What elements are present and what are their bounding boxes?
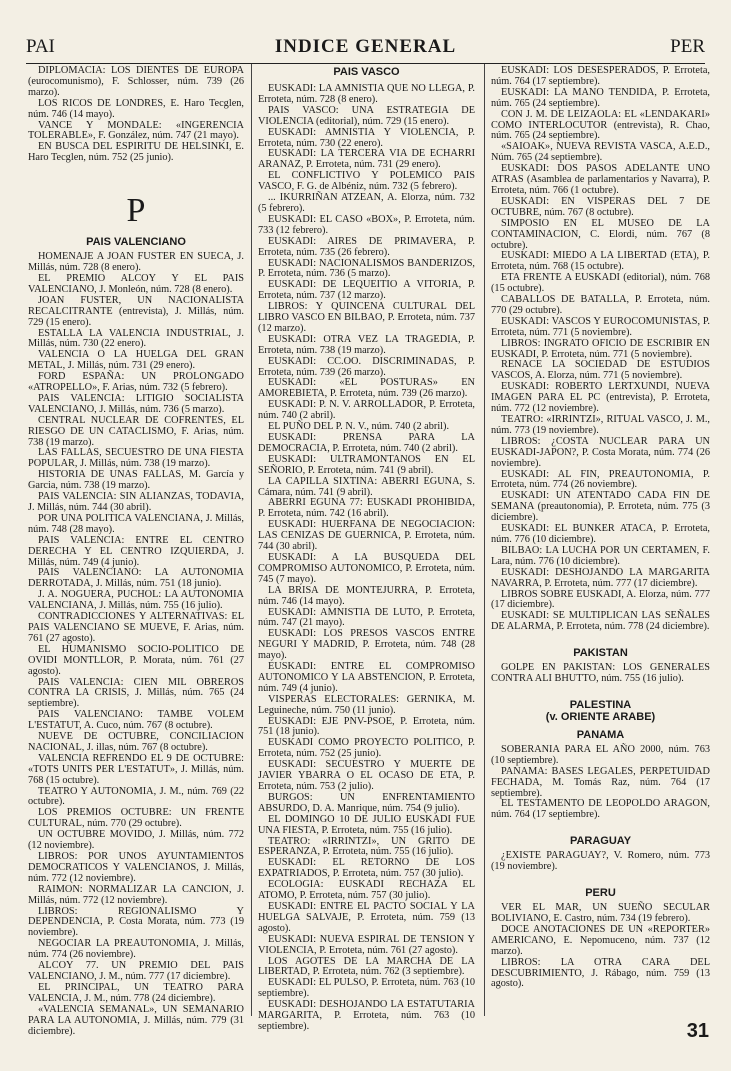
index-entry: BURGOS: UN ENFRENTAMIENTO ABSURDO, D. A. Manrique, núm. 754 (9 julio).: [258, 791, 475, 814]
index-entry: PAIS VALENCIA: ENTRE EL CENTRO DERECHA Y EL CENTRO IZQUIERDA, J. Millás, núm. 749 (4 junio).: [28, 534, 244, 568]
section-subheading: (v. ORIENTE ARABE): [545, 710, 656, 723]
index-entry: NEGOCIAR LA PREAUTONOMIA, J. Millás, núm. 774 (26 noviembre).: [28, 938, 244, 961]
index-entry: POR UNA POLITICA VALENCIANA, J. Millás, núm. 748 (28 mayo).: [28, 512, 244, 535]
index-entry: EUSKADI: LA TERCERA VIA DE ECHARRI ARANAZ, P. Erroteta, núm. 731 (29 enero).: [258, 148, 475, 171]
section-heading: PARAGUAY: [569, 835, 632, 848]
index-entry: ABERRI EGUNA 77: EUSKADI PROHIBIDA, P. Erroteta, núm. 742 (16 abril).: [258, 497, 475, 520]
index-entry: LOS PREMIOS OCTUBRE: UN FRENTE CULTURAL, núm. 770 (29 octubre).: [28, 807, 244, 830]
index-entry: JOAN FUSTER, UN NACIONALISTA RECALCITRANTE (entrevista), J. Millás, núm. 729 (15 enero).: [28, 294, 244, 328]
index-entry: PAIS VALENCIANO: TAMBE VOLEM L'ESTATUT, A. Cuco, núm. 767 (8 octubre).: [28, 709, 244, 732]
entry-list: [491, 66, 710, 633]
index-entry: RENACE LA SOCIEDAD DE ESTUDIOS VASCOS, A. Elorza, núm. 771 (5 noviembre).: [491, 359, 710, 382]
index-entry: EUSKADI: OTRA VEZ LA TRAGEDIA, P. Erroteta, núm. 738 (19 marzo).: [258, 333, 475, 356]
index-entry: LA CAPILLA SIXTINA: ABERRI EGUNA, S. Cámara, núm. 741 (9 abril).: [258, 475, 475, 498]
index-entry: «VALENCIA SEMANAL», UN SEMANARIO PARA LA AUTONOMIA, J. Millás, núm. 779 (31 diciembre).: [28, 1003, 244, 1037]
index-entry: GOLPE EN PAKISTAN: LOS GENERALES CONTRA ALI BHUTTO, núm. 755 (16 julio).: [491, 662, 710, 685]
index-entry: LOS RICOS DE LONDRES, E. Haro Tecglen, núm. 746 (14 mayo).: [28, 97, 244, 120]
index-entry: EUSKADI: CC.OO. DISCRIMINADAS, P. Erroteta, núm. 739 (26 marzo).: [258, 355, 475, 378]
index-entry: EL PUÑO DEL P. N. V., núm. 740 (2 abril).: [268, 421, 450, 433]
index-entry: ALCOY 77. UN PREMIO DEL PAIS VALENCIANO, J. M., núm. 777 (17 diciembre).: [28, 960, 244, 982]
index-entry: EUSKADI: DE LEQUEITIO A VITORIA, P. Erroteta, núm. 737 (12 marzo).: [258, 279, 475, 302]
index-entry: ... IKURRIÑAN ATZEAN, A. Elorza, núm. 732 (5 febrero).: [258, 192, 475, 214]
index-entry: EUSKADI: NUEVA ESPIRAL DE TENSION Y VIOLENCIA, P. Erroteta, núm. 761 (27 agosto).: [258, 933, 475, 956]
index-entry: EL PRINCIPAL, UN TEATRO PARA VALENCIA, J. M., núm. 778 (24 diciembre).: [28, 981, 244, 1004]
index-entry: ECOLOGIA: EUSKADI RECHAZA EL ATOMO, P. Erroteta, núm. 757 (30 julio).: [258, 879, 475, 902]
index-entry: EUSKADI: ULTRAMONTANOS EN EL SEÑORIO, P. Erroteta, núm. 741 (9 abril).: [258, 453, 475, 476]
header-title: INDICE GENERAL: [274, 36, 457, 57]
column-2: [258, 66, 475, 1033]
index-entry: EUSKADI: AMNISTIA Y VIOLENCIA, P. Erroteta, núm. 730 (22 enero).: [258, 126, 475, 149]
entry-list: [28, 66, 244, 164]
index-entry: EUSKADI: EL CASO «BOX», P. Erroteta, núm. 733 (12 febrero).: [258, 213, 475, 236]
index-entry: EUSKADI: EL PULSO, P. Erroteta, núm. 763 (10 septiembre).: [258, 977, 475, 1000]
index-entry: HOMENAJE A JOAN FUSTER EN SUECA, J. Millás, núm. 728 (8 enero).: [28, 251, 244, 274]
column-divider: [251, 64, 252, 1016]
index-entry: CON J. M. DE LEIZAOLA: EL «LENDAKARI» COMO INTERLOCUTOR (entrevista), R. Chao, núm. 765 (24 septiembre).: [491, 108, 710, 142]
index-entry: EUSKADI: SECUESTRO Y MUERTE DE JAVIER YBARRA O EL OCASO DE ETA, P. Erroteta, núm. 753 (2 julio).: [258, 759, 475, 792]
index-entry: EL DOMINGO 10 DE JULIO EUSKADI FUE UNA FIESTA, P. Erroteta, núm. 755 (16 julio).: [258, 813, 475, 836]
index-entry: EUSKADI: MIEDO A LA LIBERTAD (ETA), P. Erroteta, núm. 768 (15 octubre).: [491, 250, 710, 273]
page-header: [26, 36, 705, 62]
index-entry: EUSKADI: DESHOJANDO LA MARGARITA NAVARRA, P. Erroteta, núm. 777 (17 diciembre).: [491, 566, 710, 589]
index-entry: PAIS VASCO: UNA ESTRATEGIA DE VIOLENCIA (editorial), núm. 729 (15 enero).: [258, 104, 475, 127]
index-entry: LIBROS: Y QUINCENA CULTURAL DEL LIBRO VASCO EN BILBAO, P. Erroteta, núm. 737 (12 marzo).: [258, 301, 475, 334]
column-divider: [484, 64, 485, 1016]
section-heading: PERU: [585, 887, 616, 900]
index-entry: EUSKADI: P. N. V. ARROLLADOR, P. Erroteta, núm. 740 (2 abril).: [258, 399, 475, 422]
index-entry: «SAIOAK», NUEVA REVISTA VASCA, A.E.D., Núm. 765 (24 septiembre).: [491, 141, 710, 164]
index-entry: J. A. NOGUERA, PUCHOL: LA AUTONOMIA VALENCIANA, J. Millás, núm. 755 (16 julio).: [28, 589, 244, 612]
index-entry: VER EL MAR, UN SUEÑO SECULAR BOLIVIANO, E. Castro, núm. 734 (19 febrero).: [491, 902, 710, 924]
index-entry: EUSKADI: LOS DESESPERADOS, P. Erroteta, núm. 764 (17 septiembre).: [491, 65, 710, 87]
index-entry: ETA FRENTE A EUSKADI (editorial), núm. 768 (15 octubre).: [491, 272, 710, 295]
index-entry: LIBROS: REGIONALISMO Y DEPENDENCIA, P. Costa Morata, núm. 773 (19 noviembre).: [28, 905, 244, 939]
index-entry: UN OCTUBRE MOVIDO, J. Millás, núm. 772 (12 noviembre).: [28, 829, 244, 852]
index-entry: LIBROS: LA OTRA CARA DEL DESCUBRIMIENTO, J. Rábago, núm. 759 (13 agosto).: [491, 956, 710, 990]
index-entry: LIBROS SOBRE EUSKADI, A. Elorza, núm. 777 (17 diciembre).: [491, 588, 710, 611]
index-entry: EUSKADI: DESHOJANDO LA ESTATUTARIA MARGARITA, P. Erroteta, núm. 763 (10 septiembre).: [258, 999, 475, 1032]
index-entry: PAIS VALENCIANO: LA AUTONOMIA DERROTADA, J. Millás, núm. 751 (18 junio).: [28, 567, 244, 590]
index-entry: EUSKADI: «EL POSTURAS» EN AMOREBIETA, P. Erroteta, núm. 739 (26 marzo).: [258, 377, 475, 400]
section-heading: PAIS VALENCIANO: [86, 236, 186, 249]
index-entry: DOCE ANOTACIONES DE UN «REPORTER» AMERICANO, E. Nepomuceno, núm. 737 (12 marzo).: [491, 923, 710, 957]
index-entry: VISPERAS ELECTORALES: GERNIKA, M. Leguineche, núm. 750 (11 junio).: [258, 693, 475, 716]
entry-list: [491, 745, 710, 821]
index-entry: VALENCIA REFRENDO EL 9 DE OCTUBRE: «TOTS UNITS PER L'ESTATUT», J. Millás, núm. 768 (15 octubre).: [28, 752, 244, 786]
index-entry: PAIS VALENCIA: SIN ALIANZAS, TODAVIA, J. Millás, núm. 744 (30 abril).: [28, 491, 244, 513]
section-letter: P: [126, 192, 146, 230]
index-entry: VANCE Y MONDALE: «INGERENCIA TOLERABLE», F. González, núm. 747 (21 mayo).: [28, 119, 244, 142]
header-rule: [26, 63, 705, 64]
index-entry: EL TESTAMENTO DE LEOPOLDO ARAGON, núm. 764 (17 septiembre).: [491, 798, 710, 821]
index-entry: FORD ESPAÑA: UN PROLONGADO «ATROPELLO», F. Arias, núm. 732 (5 febrero).: [28, 371, 244, 394]
index-entry: EUSKADI: EJE PNV-PSOE, P. Erroteta, núm. 751 (18 junio).: [258, 715, 475, 738]
index-entry: VALENCIA O LA HUELGA DEL GRAN METAL, J. Millás, núm. 731 (29 enero).: [28, 349, 244, 372]
index-entry: CABALLOS DE BATALLA, P. Erroteta, núm. 770 (29 octubre).: [491, 294, 710, 316]
index-entry: EUSKADI: A LA BUSQUEDA DEL COMPROMISO AUTONOMICO, P. Erroteta, núm. 745 (7 mayo).: [258, 551, 475, 585]
index-entry: RAIMON: NORMALIZAR LA CANCION, J. Millás, núm. 772 (12 noviembre).: [28, 883, 244, 906]
index-entry: EUSKADI: ENTRE EL COMPROMISO AUTONOMICO Y LA ABSTENCION, P. Erroteta, núm. 749 (4 junio).: [258, 661, 475, 694]
index-entry: EUSKADI: EN VISPERAS DEL 7 DE OCTUBRE, núm. 767 (8 octubre).: [491, 195, 710, 218]
section-heading: PAIS VASCO: [333, 66, 400, 78]
index-entry: EUSKADI: AL FIN, PREAUTONOMIA, P. Erroteta, núm. 774 (26 noviembre).: [491, 468, 710, 491]
index-entry: LIBROS: ¿COSTA NUCLEAR PARA UN EUSKADI-JAPON?, P. Costa Morata, núm. 774 (26 noviembre).: [491, 435, 710, 469]
index-entry: NUEVE DE OCTUBRE, CONCILIACION NACIONAL, J. illas, núm. 767 (8 octubre).: [28, 731, 244, 753]
entry-list: [258, 84, 475, 1033]
entry-list: [491, 903, 710, 990]
index-entry: TEATRO Y AUTONOMIA, J. M., núm. 769 (22 octubre).: [28, 785, 244, 808]
index-entry: PAIS VALENCIA: LITIGIO SOCIALISTA VALENCIANO, J. Millás, núm. 736 (5 marzo).: [28, 392, 244, 415]
index-entry: ESTALLA LA VALENCIA INDUSTRIAL, J. Millás, núm. 730 (22 enero).: [28, 327, 244, 350]
section-heading: PANAMA: [576, 728, 625, 741]
index-entry: LOS AGOTES DE LA MARCHA DE LA LIBERTAD, P. Erroteta, núm. 762 (3 septiembre).: [258, 955, 475, 978]
index-entry: PAIS VALENCIA: CIEN MIL OBREROS CONTRA LA CRISIS, J. Millás, núm. 765 (24 septiembre).: [28, 676, 244, 710]
index-entry: EUSKADI: LOS PRESOS VASCOS ENTRE NEGURI Y MADRID, P. Erroteta, núm. 748 (28 mayo).: [258, 628, 475, 662]
index-entry: HISTORIA DE UNAS FALLAS, M. García y Garcia, núm. 738 (19 marzo).: [28, 469, 244, 492]
index-entry: LAS FALLAS, SECUESTRO DE UNA FIESTA POPULAR, J. Millás, núm. 738 (19 marzo).: [28, 447, 244, 470]
index-entry: ¿EXISTE PARAGUAY?, V. Romero, núm. 773 (19 noviembre).: [491, 850, 710, 873]
index-entry: EUSKADI: LA AMNISTIA QUE NO LLEGA, P. Erroteta, núm. 728 (8 enero).: [258, 83, 475, 105]
index-entry: LIBROS: POR UNOS AYUNTAMIENTOS DEMOCRATICOS Y VALENCIANOS, J. Millás, núm. 772 (12 noviembre).: [28, 851, 244, 884]
index-entry: EUSKADI: DOS PASOS ADELANTE UNO ATRAS (Asamblea de parlamentarios y Navarra), P. Erroteta, núm. 766 (1 octubre).: [491, 163, 710, 196]
index-entry: LA BRISA DE MONTEJURRA, P. Erroteta, núm. 746 (14 mayo).: [258, 584, 475, 607]
page-number: 31: [686, 1020, 709, 1042]
index-entry: EUSKADI: ROBERTO LERTXUNDI, NUEVA IMAGEN PARA EL PC (entrevista), P. Erroteta, núm. 772 (12 noviembre).: [491, 381, 710, 415]
index-entry: EUSKADI: EL RETORNO DE LOS EXPATRIADOS, P. Erroteta, núm. 757 (30 julio).: [258, 857, 475, 880]
index-entry: CONTRADICCIONES Y ALTERNATIVAS: EL PAIS VALENCIANO SE MUEVE, F. Arias, núm. 761 (27 agosto).: [28, 611, 244, 644]
index-entry: SOBERANIA PARA EL AÑO 2000, núm. 763 (10 septiembre).: [491, 743, 710, 766]
index-entry: EUSKADI: LA MANO TENDIDA, P. Erroteta, núm. 765 (24 septiembre).: [491, 86, 710, 109]
index-entry: EUSKADI: PRENSA PARA LA DEMOCRACIA, P. Erroteta, núm. 740 (2 abril).: [258, 432, 475, 454]
index-entry: EUSKADI: UN ATENTADO CADA FIN DE SEMANA (preautonomia), P. Erroteta, núm. 775 (3 diciembre).: [491, 490, 710, 524]
header-left: PAI: [26, 36, 55, 57]
index-entry: EUSKADI: HUERFANA DE NEGOCIACION: LAS CENIZAS DE GUERNICA, P. Erroteta, núm. 744 (30 abril).: [258, 519, 475, 553]
index-entry: SIMPOSIO EN EL MUSEO DE LA CONTAMINACION, C. Elordi, núm. 767 (8 octubre).: [491, 217, 710, 251]
entry-list: [491, 663, 710, 685]
index-entry: TEATRO: «IRRINTZI», RITUAL VASCO, J. M., núm. 773 (19 noviembre).: [491, 414, 710, 436]
index-entry: BILBAO: LA LUCHA POR UN CERTAMEN, F. Lara, núm. 776 (10 diciembre).: [491, 544, 710, 567]
index-entry: PANAMA: BASES LEGALES, PERPETUIDAD FECHADA, M. Tomás Raz, núm. 764 (17 septiembre).: [491, 765, 710, 799]
index-entry: EN BUSCA DEL ESPIRITU DE HELSINKI, E. Haro Tecglen, núm. 752 (25 junio).: [28, 141, 244, 164]
index-entry: LIBROS: INGRATO OFICIO DE ESCRIBIR EN EUSKADI, P. Erroteta, núm. 771 (5 noviembre).: [491, 337, 710, 360]
column-3: [491, 66, 710, 990]
index-entry: EUSKADI: ENTRE EL PACTO SOCIAL Y LA HUELGA SALVAJE, P. Erroteta, núm. 759 (13 agosto).: [258, 900, 475, 934]
index-entry: EUSKADI: SE MULTIPLICAN LAS SEÑALES DE ALARMA, P. Erroteta, núm. 778 (24 diciembre).: [491, 610, 710, 633]
header-right: PER: [670, 36, 705, 57]
index-entry: EL PREMIO ALCOY Y EL PAIS VALENCIANO, J. Monleón, núm. 728 (8 enero).: [28, 272, 244, 295]
index-entry: EL CONFLICTIVO Y POLEMICO PAIS VASCO, F. G. de Albéniz, núm. 732 (5 febrero).: [258, 170, 475, 193]
index-entry: EUSKADI: AIRES DE PRIMAVERA, P. Erroteta, núm. 735 (26 febrero).: [258, 235, 475, 258]
index-entry: EUSKADI: NACIONALISMOS BANDERIZOS, P. Erroteta, núm. 736 (5 marzo).: [258, 257, 475, 280]
index-entry: EUSKADI: EL BUNKER ATACA, P. Erroteta, núm. 776 (10 diciembre).: [491, 523, 710, 545]
index-entry: EUSKADI: AMNISTIA DE LUTO, P. Erroteta, núm. 747 (21 mayo).: [258, 606, 475, 629]
column-1: [28, 66, 244, 1037]
index-entry: EUSKADI: VASCOS Y EUROCOMUNISTAS, P. Erroteta, núm. 771 (5 noviembre).: [491, 315, 710, 338]
section-heading: PALESTINA: [569, 698, 632, 711]
index-entry: DIPLOMACIA: LOS DIENTES DE EUROPA (eurocomunismo), F. Schlosser, núm. 739 (26 marzo).: [28, 65, 244, 98]
index-entry: EUSKADI COMO PROYECTO POLITICO, P. Erroteta, núm. 752 (25 junio).: [258, 737, 475, 760]
index-entry: TEATRO: «IRRINTZI», UN GRITO DE ESPERANZA, P. Erroteta, núm. 755 (16 julio).: [258, 835, 475, 858]
entry-list: [491, 851, 710, 873]
index-entry: CENTRAL NUCLEAR DE COFRENTES, EL RIESGO DE UN CATACLISMO, F. Arias, núm. 738 (19 marzo).: [28, 414, 244, 448]
section-heading: PAKISTAN: [573, 647, 628, 660]
entry-list: [28, 252, 244, 1037]
index-entry: EL HUMANISMO SOCIO-POLITICO DE OVIDI MONTLLOR, P. Morata, núm. 761 (27 agosto).: [28, 643, 244, 677]
